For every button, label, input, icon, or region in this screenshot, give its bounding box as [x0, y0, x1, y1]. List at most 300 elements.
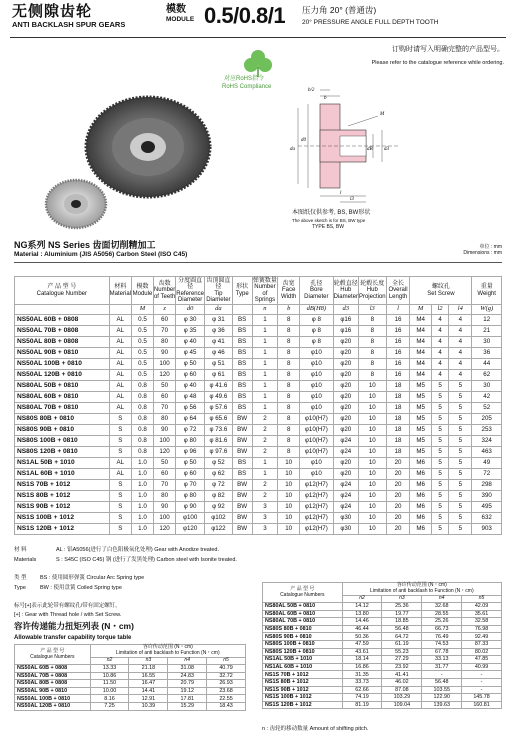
table-row	[263, 694, 502, 702]
cell: φ 49.6	[204, 392, 232, 403]
cell: 18	[386, 447, 410, 458]
catalogue-number: NS80AL 70B + 0810	[263, 618, 343, 626]
cell: 1.0	[132, 458, 154, 469]
cell: 0.5	[132, 359, 154, 370]
cell: S	[109, 414, 131, 425]
cell: 50	[153, 458, 175, 469]
material-legend-s: S : S45C (ISO C45) 钢 (进行了发黑处理) Carbon steel with Isonite treated.	[56, 557, 237, 563]
header-symbol-14: l2	[431, 305, 448, 315]
table-row	[15, 436, 502, 447]
header-symbol-8: b	[278, 305, 300, 315]
catalogue-number: NS1AL 50B + 1010	[263, 656, 343, 664]
cell: φ20	[333, 403, 358, 414]
cell: φ30	[333, 513, 358, 524]
table-row	[15, 381, 502, 392]
section-divider	[14, 262, 502, 263]
label-d3: d3	[384, 147, 389, 152]
cell: 5	[431, 447, 448, 458]
cell: 44	[472, 359, 502, 370]
cell: φ20	[333, 425, 358, 436]
cell: φ 52	[204, 458, 232, 469]
torque-value: 31.08	[168, 665, 207, 673]
cell: 10	[278, 491, 300, 502]
cell: φ 96	[176, 447, 205, 458]
cell: 8	[358, 326, 386, 337]
cell: M5	[410, 436, 431, 447]
cell: 1.0	[132, 480, 154, 491]
torque-value: 14.46	[342, 618, 382, 626]
cell: 1	[252, 359, 278, 370]
header-col-6: 形状 Type	[232, 277, 252, 305]
table-row	[263, 686, 502, 694]
catalogue-number: NS50AL 60B + 0808	[15, 665, 91, 673]
header-symbol-5: da	[204, 305, 232, 315]
cell: 18	[386, 392, 410, 403]
cell: φ12(H7)	[300, 513, 334, 524]
cell: φ20	[333, 392, 358, 403]
catalogue-number: NS80S 120B + 0810	[15, 447, 110, 458]
torque-value: 41.41	[382, 671, 422, 679]
cell: 4	[431, 337, 448, 348]
cell: 3	[252, 513, 278, 524]
header-col-16: 重量 Weight	[472, 277, 502, 305]
cell: φ16	[333, 315, 358, 326]
cell: φ10	[300, 392, 334, 403]
cell: 4	[449, 326, 472, 337]
cell: 80	[153, 414, 175, 425]
cell: AL	[109, 326, 131, 337]
cell: M6	[410, 502, 431, 513]
cell: 30	[472, 337, 502, 348]
type-legend-bw: BW : 使用盘簧 Coiled Spring type	[40, 585, 122, 591]
torque-value: 32.68	[422, 603, 462, 611]
catalogue-number: NS1S 120B + 1012	[15, 524, 110, 535]
table-row	[15, 513, 502, 524]
catalogue-number: NS80AL 50B + 0810	[263, 603, 343, 611]
label-b-half: b/2	[308, 88, 315, 93]
cell: φ20	[333, 370, 358, 381]
cell: φ 61	[204, 370, 232, 381]
cell: M4	[410, 326, 431, 337]
cell: BS	[232, 326, 252, 337]
cell: φ 46	[204, 348, 232, 359]
catalogue-number: NS80S 90B + 0810	[263, 633, 343, 641]
header-set-screw: 螺纹孔 Set Screw	[410, 277, 472, 305]
catalogue-number: NS50AL 60B + 0808	[15, 315, 110, 326]
cell: φ 35	[176, 326, 205, 337]
cell: φ 30	[176, 315, 205, 326]
cell: 390	[472, 491, 502, 502]
cell: 253	[472, 425, 502, 436]
cell: φ100	[176, 513, 205, 524]
torque-value: 35.61	[462, 610, 502, 618]
header-symbol-0	[15, 305, 110, 315]
cell: 36	[472, 348, 502, 359]
cell: 5	[431, 469, 448, 480]
table-row	[15, 672, 246, 680]
cell: 5	[431, 436, 448, 447]
torque-value: 103.29	[382, 694, 422, 702]
screw-note-cn: 标号[+]表示此轮带有螺纹孔/带有固定螺钉。	[14, 603, 121, 609]
cell: 5	[449, 436, 472, 447]
cell: BS	[232, 315, 252, 326]
cell: 8	[358, 370, 386, 381]
screw-note-en: [+] : Gear with Thread hole / with Set Screw.	[14, 612, 122, 618]
header-col-0: 产 品 型 号 Catalogue Number	[15, 277, 110, 305]
gear-cross-section-drawing	[268, 86, 418, 206]
header-symbol-13: M	[410, 305, 431, 315]
material-legend-en-label: Materials	[14, 557, 37, 563]
cell: 5	[431, 392, 448, 403]
header-symbol-4: d0	[176, 305, 205, 315]
cell: BS	[232, 392, 252, 403]
table-row	[263, 625, 502, 633]
rohs-text-cn: 对应RoHS指令	[224, 76, 265, 82]
order-note-cn: 订购时请写入明确完整的产品型号。	[392, 46, 504, 53]
torque-value: 15.29	[168, 703, 207, 711]
catalogue-number: NS80S 80B + 0810	[15, 414, 110, 425]
header-symbol-12: l	[386, 305, 410, 315]
cell: AL	[109, 381, 131, 392]
cell: 3	[252, 502, 278, 513]
torque-value: 18.43	[207, 703, 246, 711]
catalogue-number: NS1S 80B + 1012	[263, 679, 343, 687]
cell: M4	[410, 359, 431, 370]
cell: 0.5	[132, 337, 154, 348]
torque-value: 62.66	[342, 686, 382, 694]
torque-table-right	[262, 582, 502, 709]
cell: φ20	[333, 458, 358, 469]
cell: 0.5	[132, 348, 154, 359]
table-row	[15, 458, 502, 469]
torque-value: 139.63	[422, 701, 462, 709]
catalogue-number: NS1S 80B + 1012	[15, 491, 110, 502]
cell: 8	[278, 414, 300, 425]
cell: S	[109, 513, 131, 524]
cell: 2	[252, 425, 278, 436]
table-row	[15, 524, 502, 535]
torque-value: 19.77	[382, 610, 422, 618]
table-row	[15, 370, 502, 381]
cell: BW	[232, 513, 252, 524]
cell: 80	[153, 491, 175, 502]
torque-value: 87.08	[382, 686, 422, 694]
cell: φ 8	[300, 337, 334, 348]
cell: 8	[278, 315, 300, 326]
torque-value: 67.78	[422, 648, 462, 656]
torque-value: 43.61	[342, 648, 382, 656]
cell: 5	[431, 491, 448, 502]
cell: 18	[386, 414, 410, 425]
cell: 0.8	[132, 381, 154, 392]
table-row	[15, 315, 502, 326]
cell: 20	[386, 524, 410, 535]
cell: AL	[109, 392, 131, 403]
cell: 5	[449, 414, 472, 425]
cell: 5	[431, 480, 448, 491]
cell: 90	[153, 425, 175, 436]
cell: φ 65.6	[204, 414, 232, 425]
catalogue-number: NS1S 70B + 1012	[263, 671, 343, 679]
cell: φ 50	[176, 359, 205, 370]
torque-value: 31.35	[342, 671, 382, 679]
torque-value: 33.13	[422, 656, 462, 664]
cell: 5	[449, 447, 472, 458]
cell: φ 40	[176, 381, 205, 392]
cell: 1.0	[132, 491, 154, 502]
cell: 10	[358, 414, 386, 425]
torque-value: 32.72	[207, 672, 246, 680]
torque-value: 40.79	[207, 665, 246, 673]
cell: 8	[358, 348, 386, 359]
order-note-en: Please refer to the catalogue reference while ordering.	[371, 60, 504, 66]
cell: 10	[278, 524, 300, 535]
cell: φ 8	[300, 326, 334, 337]
cell: M6	[410, 469, 431, 480]
cell: φ 57.6	[204, 403, 232, 414]
torque-value: 103.55	[422, 686, 462, 694]
header-col-7: 弹簧数量 Number of Springs	[252, 277, 277, 303]
torque-value: 64.72	[382, 633, 422, 641]
cell: φ20	[333, 414, 358, 425]
cell: 5	[449, 524, 472, 535]
drawing-type-label: TYPE BS, BW	[312, 224, 344, 230]
cell: 10	[278, 502, 300, 513]
cell: BS	[232, 469, 252, 480]
cell: 10	[358, 469, 386, 480]
cell: 100	[153, 513, 175, 524]
cell: 10	[358, 491, 386, 502]
cell: 5	[431, 524, 448, 535]
cell: M6	[410, 513, 431, 524]
torque-left-range-header: 容许传动范围 (N・cm) Limitation of anti backlash to Function (N・cm)	[90, 645, 245, 658]
catalogue-number: NS80S 80B + 0810	[263, 625, 343, 633]
cell: 8	[278, 337, 300, 348]
cell: 10	[278, 513, 300, 524]
cell: M4	[410, 315, 431, 326]
cell: BW	[232, 491, 252, 502]
cell: 0.5	[132, 370, 154, 381]
torque-value: 47.59	[342, 641, 382, 649]
cell: BW	[232, 480, 252, 491]
cell: 8	[278, 436, 300, 447]
cell: 205	[472, 414, 502, 425]
cell: 5	[449, 502, 472, 513]
cell: φ12(H7)	[300, 480, 334, 491]
unit-note: 单位 : mm Dimensions : mm	[463, 244, 502, 256]
cell: 60	[153, 315, 175, 326]
table-row	[263, 610, 502, 618]
cell: 0.8	[132, 447, 154, 458]
cell: φ 41	[204, 337, 232, 348]
cell: S	[109, 524, 131, 535]
torque-value: 16.86	[342, 663, 382, 671]
catalogue-number: NS80S 120B + 0810	[263, 648, 343, 656]
torque-value: 160.81	[462, 701, 502, 709]
cell: φ 60	[176, 370, 205, 381]
header-col-3: 齿数 Number of Teeth	[153, 277, 175, 305]
cell: 4	[431, 326, 448, 337]
cell: φ20	[333, 337, 358, 348]
catalogue-number: NS80AL 50B + 0810	[15, 381, 110, 392]
label-m: M	[380, 112, 385, 117]
table-row	[263, 618, 502, 626]
cell: BS	[232, 359, 252, 370]
catalogue-number: NS50AL 80B + 0808	[15, 337, 110, 348]
cell: 16	[386, 348, 410, 359]
cell: M5	[410, 414, 431, 425]
cell: 1	[252, 348, 278, 359]
table-row	[15, 348, 502, 359]
catalogue-number: NS1AL 60B + 1010	[263, 663, 343, 671]
cell: φ 60	[176, 469, 205, 480]
catalogue-number: NS80S 100B + 0810	[15, 436, 110, 447]
catalogue-number: NS80AL 70B + 0810	[15, 403, 110, 414]
torque-value: 23.68	[207, 687, 246, 695]
torque-value: 26.93	[207, 680, 246, 688]
torque-col-1: n3	[129, 657, 168, 665]
catalogue-number: NS50AL 120B + 0810	[15, 370, 110, 381]
cell: 0.8	[132, 403, 154, 414]
torque-value: 74.19	[342, 694, 382, 702]
cell: M5	[410, 392, 431, 403]
header-symbol-6	[232, 305, 252, 315]
torque-col-0: n2	[342, 595, 382, 603]
cell: φ10(H7)	[300, 414, 334, 425]
torque-col-0: n2	[90, 657, 129, 665]
cell: φ24	[333, 491, 358, 502]
torque-value: 22.55	[207, 695, 246, 703]
catalogue-number: NS50AL 80B + 0808	[15, 680, 91, 688]
cell: φ 56	[176, 403, 205, 414]
torque-value: 11.50	[90, 680, 129, 688]
cell: BS	[232, 403, 252, 414]
cell: 0.8	[132, 425, 154, 436]
torque-value: 42.09	[462, 603, 502, 611]
cell: 4	[449, 359, 472, 370]
cell: φ 48	[176, 392, 205, 403]
drawing-caption-en: The above sketch is for BS, BW type	[292, 218, 366, 223]
cell: φ10	[300, 359, 334, 370]
cell: S	[109, 436, 131, 447]
cell: 5	[449, 480, 472, 491]
table-row	[263, 671, 502, 679]
cell: φ 50	[176, 458, 205, 469]
cell: 10	[358, 436, 386, 447]
cell: 16	[386, 370, 410, 381]
cell: S	[109, 502, 131, 513]
cell: φ10	[300, 458, 334, 469]
catalogue-number: NS1S 100B + 1012	[15, 513, 110, 524]
table-row	[263, 679, 502, 687]
cell: φ122	[204, 524, 232, 535]
cell: 3	[252, 524, 278, 535]
cell: 10	[278, 480, 300, 491]
cell: 5	[449, 403, 472, 414]
cell: 18	[386, 436, 410, 447]
cell: BW	[232, 524, 252, 535]
torque-title: 容许传递能力扭矩列表 (N・cm)	[14, 621, 134, 631]
cell: φ12(H7)	[300, 524, 334, 535]
torque-value: 8.16	[90, 695, 129, 703]
torque-value: 80.02	[462, 648, 502, 656]
table-row	[15, 337, 502, 348]
torque-value: 13.80	[342, 610, 382, 618]
torque-value: 81.19	[342, 701, 382, 709]
torque-value: 32.58	[462, 618, 502, 626]
label-da: da	[290, 147, 295, 152]
cell: 5	[431, 502, 448, 513]
catalogue-number: NS1S 70B + 1012	[15, 480, 110, 491]
cell: 80	[153, 337, 175, 348]
cell: BW	[232, 425, 252, 436]
cell: 5	[431, 403, 448, 414]
cell: BW	[232, 447, 252, 458]
cell: 2	[252, 447, 278, 458]
cell: 4	[449, 370, 472, 381]
cell: 1	[252, 326, 278, 337]
header-divider	[10, 37, 506, 38]
cell: φ 31	[204, 315, 232, 326]
header-col-9: 孔径 Bore Diameter	[300, 277, 334, 305]
cell: 0.8	[132, 436, 154, 447]
cell: 324	[472, 436, 502, 447]
cell: 5	[431, 513, 448, 524]
torque-value: 27.29	[382, 656, 422, 664]
header-col-12: 全长 Overall Length	[386, 277, 410, 305]
cell: 1.0	[132, 469, 154, 480]
catalogue-number: NS50AL 70B + 0808	[15, 326, 110, 337]
header-col-8: 齿宽 Face Width	[278, 277, 300, 305]
torque-value: 76.49	[422, 633, 462, 641]
table-row	[15, 414, 502, 425]
cell: 10	[358, 458, 386, 469]
cell: 16	[386, 326, 410, 337]
cell: 100	[153, 436, 175, 447]
cell: φ12(H7)	[300, 502, 334, 513]
cell: 100	[153, 359, 175, 370]
cell: M4	[410, 348, 431, 359]
table-row	[263, 633, 502, 641]
cell: φ 36	[204, 326, 232, 337]
torque-value: 92.49	[462, 633, 502, 641]
torque-subtitle: Allowable transfer capability torque table	[14, 635, 132, 641]
cell: 8	[278, 403, 300, 414]
cell: S	[109, 447, 131, 458]
table-row	[263, 663, 502, 671]
cell: φ30	[333, 524, 358, 535]
cell: φ 62	[204, 469, 232, 480]
cell: 0.5	[132, 315, 154, 326]
cell: φ16	[333, 326, 358, 337]
cell: 50	[153, 381, 175, 392]
torque-right-catalogue-header: 产 品 型 号 Catalogue Numbers	[263, 583, 343, 603]
cell: BS	[232, 370, 252, 381]
header-symbol-9: dB(H8)	[300, 305, 334, 315]
type-legend-label-en: Type	[14, 585, 26, 591]
torque-value: 16.55	[129, 672, 168, 680]
cell: φ12(H7)	[300, 491, 334, 502]
pressure-angle-cn: 压力角 20° (普通齿)	[302, 5, 377, 15]
table-row	[263, 603, 502, 611]
series-material: Material : Aluminium (JIS A5056) Carbon Steel (ISO C45)	[14, 251, 188, 258]
label-b: b	[324, 96, 327, 101]
cell: 5	[431, 458, 448, 469]
cell: 90	[153, 348, 175, 359]
cell: 0.8	[132, 414, 154, 425]
cell: 1.0	[132, 502, 154, 513]
catalogue-number: NS1AL 50B + 1010	[15, 458, 110, 469]
